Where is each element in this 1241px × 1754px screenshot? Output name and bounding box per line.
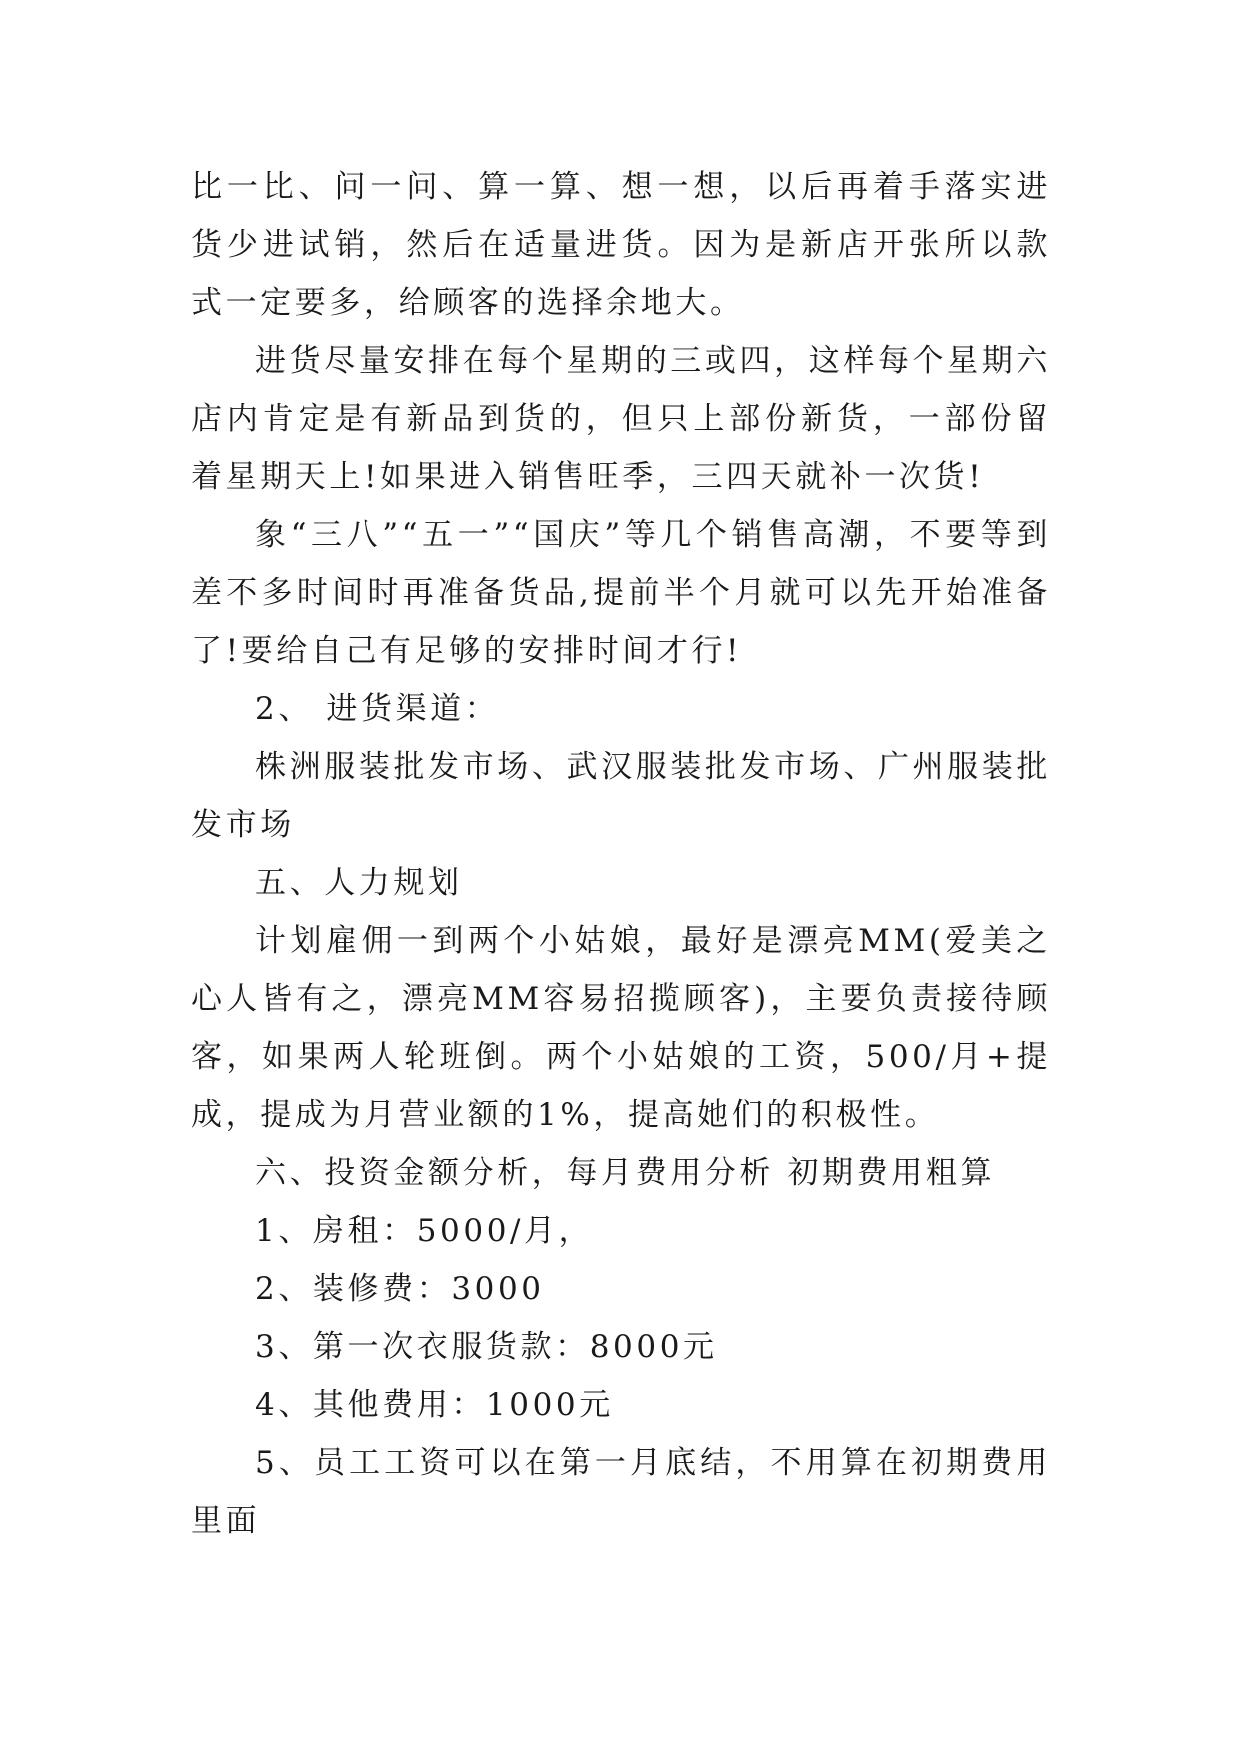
paragraph-purchase-channels: 株洲服装批发市场、武汉服装批发市场、广州服装批发市场 (191, 749, 1051, 843)
cost-item-first-stock: 3、第一次衣服货款：8000元 (255, 1329, 718, 1365)
paragraph-staffing: 计划雇佣一到两个小姑娘，最好是漂亮MM(爱美之心人皆有之，漂亮MM容易招揽顾客)，主要负责接待顾客，如果两人轮班倒。两个小姑娘的工资，500/月+提成，提成为月营业额的1%，提高她们的积极性。 (191, 923, 1051, 1133)
cost-item-renovation: 2、装修费：3000 (255, 1271, 545, 1307)
paragraph-3: 象“三八”“五一”“国庆”等几个销售高潮，不要等到差不多时间时再准备货品,提前半个月就可以先开始准备了!要给自己有足够的安排时间才行! (191, 517, 1051, 669)
cost-item-rent: 1、房租：5000/月， (255, 1213, 594, 1249)
paragraph-2: 进货尽量安排在每个星期的三或四，这样每个星期六店内肯定是有新品到货的，但只上部份新货，一部份留着星期天上!如果进入销售旺季，三四天就补一次货! (191, 343, 1051, 495)
section-heading-investment: 六、投资金额分析，每月费用分析 初期费用粗算 (255, 1155, 996, 1191)
cost-item-wages: 5、员工工资可以在第一月底结，不用算在初期费用里面 (191, 1445, 1051, 1539)
document-page (191, 158, 1051, 1550)
cost-item-other: 4、其他费用：1000元 (255, 1387, 614, 1423)
section-heading-staffing: 五、人力规划 (255, 865, 463, 901)
paragraph-1: 比一比、问一问、算一算、想一想，以后再着手落实进货少进试销，然后在适量进货。因为是新店开张所以款式一定要多，给顾客的选择余地大。 (191, 169, 1051, 321)
section-heading-purchase-channels: 2、 进货渠道： (255, 691, 500, 727)
